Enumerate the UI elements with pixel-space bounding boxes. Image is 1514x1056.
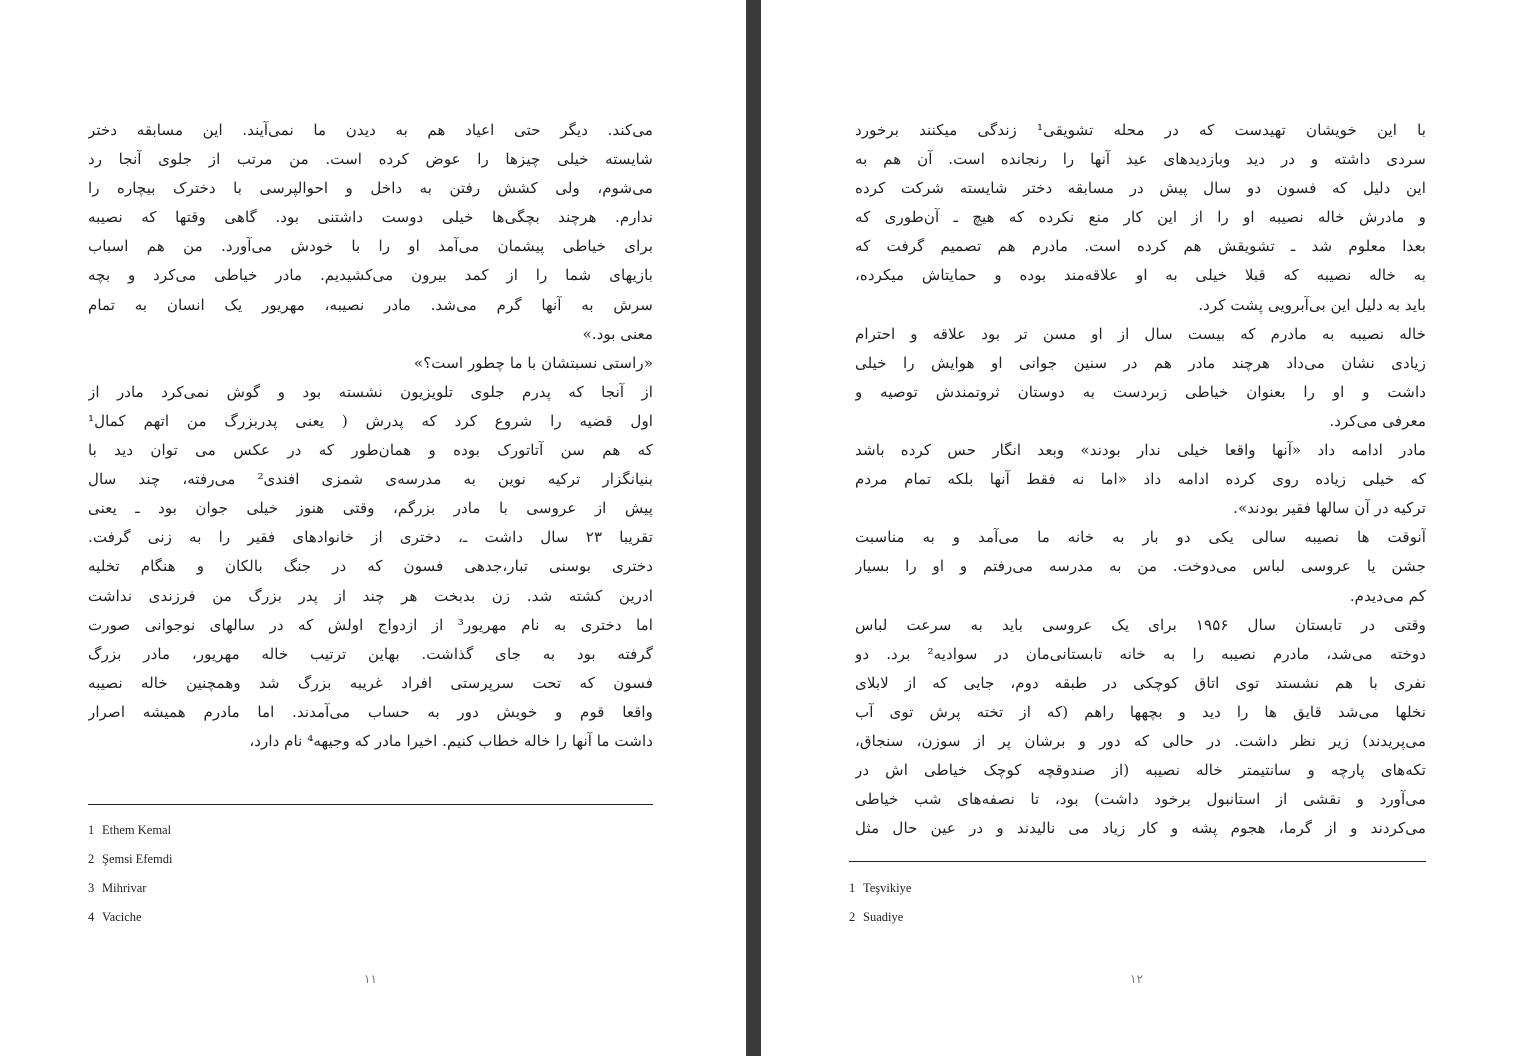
text-line: نفری با هم نشستد توی اتاق کوچکی در طبقه دوم، جایی که از لابلای bbox=[855, 673, 1426, 692]
text-line: این دلیل که فسون دو سال پیش در مسابقه دختر شایسته شرکت کرده bbox=[855, 179, 1426, 198]
left-page-number: ۱۱ bbox=[364, 972, 377, 986]
text-line: بعدا معلوم شد ـ تشویقش هم کرده است. مادرم هم تصمیم گرفت که bbox=[855, 237, 1426, 256]
text-line: اما دختری به نام مهریور³ از ازدواج اولش که در سالهای نوجوانی صورت bbox=[88, 615, 653, 634]
text-line: معنی بود.» bbox=[582, 324, 653, 343]
footnote-number: 2 bbox=[849, 910, 856, 924]
text-line: بازیهای شما را از کمد بیرون می‌کشیدیم. مادر خیاطی می‌کرد و بچه bbox=[88, 266, 653, 285]
footnote-number: 2 bbox=[88, 852, 95, 866]
footnote-text: Vaciche bbox=[102, 910, 142, 924]
footnote-text: Suadiye bbox=[863, 910, 904, 924]
text-line: معرفی می‌کرد. bbox=[1329, 411, 1426, 430]
left-footnotes bbox=[88, 816, 172, 932]
text-line: باید به دلیل این بی‌آبرویی پشت کرد. bbox=[1198, 295, 1426, 314]
text-line: نخلها می‌شد قایق ها را دید و بچهها راهم (که از تخته پرش توی آب bbox=[855, 702, 1426, 721]
book-spine bbox=[746, 0, 761, 1056]
text-line: سردی داشته و در دید وبازدیدهای عید آنها را رنجانده است. آن هم به bbox=[855, 150, 1426, 169]
text-line: می‌آورد و نقشی از استانبول برخود داشت) بود، تا نصفه‌های شب خیاطی bbox=[855, 790, 1426, 809]
text-line: که هم سن آتاتورک بوده و همان‌طور که در عکس می توان دید با bbox=[88, 441, 653, 460]
text-line: تکه‌های پارچه و سانتیمتر خاله نصیبه (از صندوقچه کوچک خیاطی اش در bbox=[855, 761, 1426, 780]
text-line: دوخته می‌شد، مادرم نصیبه را به خانه تابستانی‌مان در سوادیه² برد. دو bbox=[855, 644, 1426, 663]
left-page-body bbox=[88, 116, 653, 756]
text-line: به خاله نصیبه که قبلا خیلی به او علاقه‌مند بوده و حمایتاش میکرده، bbox=[855, 266, 1426, 285]
footnote-text: Şemsi Efemdi bbox=[102, 852, 173, 866]
right-footnotes bbox=[849, 874, 911, 932]
text-line: واقعا قوم و خویش دور به حساب می‌آمدند. اما مادرم همیشه اصرار bbox=[88, 702, 653, 721]
footnote-number: 3 bbox=[88, 881, 95, 895]
text-line: ندارم. هرچند بچگی‌ها خیلی دوست داشتنی بود. گاهی وقتها که نصیبه bbox=[88, 208, 653, 227]
footnote-text: Ethem Kemal bbox=[102, 823, 172, 837]
text-line: می‌کردند و از گرما، هجوم پشه و کار زیاد می نالیدند و در عین حال مثل bbox=[855, 819, 1426, 838]
left-page bbox=[0, 0, 746, 1056]
text-line: سرش به آنها گرم می‌شد. مادر نصیبه، مهریور یک انسان به تمام bbox=[88, 295, 653, 314]
right-page-body bbox=[855, 116, 1426, 843]
text-line: کم می‌دیدم. bbox=[1349, 586, 1426, 605]
footnote-number: 1 bbox=[88, 823, 95, 837]
text-line: اول قضیه را شروع کرد که پدرش ( یعنی پدربزرگ من اتهم کمال¹ bbox=[88, 411, 653, 430]
left-footnote-rule bbox=[88, 804, 653, 805]
footnote bbox=[88, 874, 172, 903]
footnote-number: 1 bbox=[849, 881, 856, 895]
text-line: شایسته خیلی چیزها را عوض کرده است. من مرتب از جلوی آنجا رد bbox=[88, 150, 653, 169]
text-line: با این خویشان تهیدست که در محله تشویقی¹ زندگی میکنند برخورد bbox=[855, 121, 1426, 139]
footnote-text: Mihrivar bbox=[102, 881, 147, 895]
footnote bbox=[88, 816, 172, 845]
footnote bbox=[88, 903, 172, 932]
footnote bbox=[849, 903, 911, 932]
text-line: دختری بوسنی تبار،جدهی فسون که در جنگ بالکان و هنگام تخلیه bbox=[88, 557, 653, 576]
footnote-text: Teşvikiye bbox=[863, 881, 912, 895]
text-line: می‌شوم، ولی کشش رفتن به داخل و احوالپرسی با دخترک بیچاره را bbox=[88, 179, 653, 198]
right-page-number: ۱۲ bbox=[1130, 972, 1143, 986]
text-line: آنوقت ها نصیبه سالی یکی دو بار به خانه ما می‌آمد و به مناسبت bbox=[855, 528, 1426, 547]
text-line: مادر ادامه داد «آنها واقعا خیلی ندار بودند» وبعد انگار حس کرده باشد bbox=[855, 441, 1426, 460]
text-line: داشت و او را بعنوان خیاطی زبردست به دوستان ثروتمندش توصیه و bbox=[855, 382, 1426, 401]
footnote bbox=[849, 874, 911, 903]
text-line: زیادی نشان می‌داد هرچند مادر هم در سنین جوانی او هوایش را خیلی bbox=[855, 353, 1426, 372]
text-line: می‌پریدند) زیر نظر داشت. در حالی که دور و برشان پر از سوزن، سنجاق، bbox=[855, 731, 1426, 750]
text-line: فسون که تحت سرپرستی افراد غریبه بزرگ شد وهمچنین خاله نصیبه bbox=[88, 673, 653, 692]
text-line: برای خیاطی پیشمان می‌آمد او را با خودش می‌آورد. من هم اسباب bbox=[88, 237, 653, 256]
text-line: وقتی در تابستان سال ۱۹۵۶ برای یک عروسی باید به سرعت لباس bbox=[855, 615, 1426, 634]
text-line: خاله نصیبه به مادرم که بیست سال از او مسن تر بود علاقه و احترام bbox=[855, 324, 1426, 343]
text-line: که خیلی زیاده روی کرده ادامه داد «اما نه فقط آنها بلکه تمام مردم bbox=[855, 470, 1426, 489]
text-line: پیش از عروسی با مادر بزرگم، وقتی هنوز خیلی جوان بود ـ یعنی bbox=[88, 499, 653, 518]
text-line: می‌کند. دیگر حتی اعیاد هم به دیدن ما نمی‌آیند. این مسابقه دختر bbox=[88, 121, 653, 139]
text-line: «راستی نسبتشان با ما چطور است؟» bbox=[413, 353, 653, 372]
footnote bbox=[88, 845, 172, 874]
text-line: از آنجا که پدرم جلوی تلویزیون نشسته بود و گوش نمی‌کرد مادر از bbox=[88, 382, 653, 401]
text-line: گرفته بود به جای گذاشت. بهاین ترتیب خاله مهریور، مادر بزرگ bbox=[88, 644, 653, 663]
right-footnote-rule bbox=[849, 861, 1426, 862]
text-line: جشن یا عروسی لباس می‌دوخت. من به مدرسه می‌رفتم و او را بسیار bbox=[855, 557, 1426, 576]
text-line: و مادرش خاله نصیبه او را از این کار منع نکرده که هیچ ـ آن‌طوری که bbox=[855, 208, 1426, 227]
text-line: ادرین کشته شد. زن بدبخت هر چند از پدر بزرگ من فرزندی نداشت bbox=[88, 586, 653, 605]
right-page bbox=[761, 0, 1514, 1056]
footnote-number: 4 bbox=[88, 910, 95, 924]
text-line: داشت ما آنها را خاله خطاب کنیم. اخیرا مادر که وجیهه⁴ نام دارد، bbox=[249, 731, 653, 750]
text-line: ترکیه در آن سالها فقیر بودند». bbox=[1233, 499, 1426, 518]
text-line: تقریبا ۲۳ سال داشت ـ، دختری از خانوادهای فقیر را به زنی گرفت. bbox=[88, 528, 653, 547]
text-line: بنیانگزار ترکیه نوین به مدرسه‌ی شمزی افندی² می‌رفته، چند سال bbox=[88, 470, 653, 489]
